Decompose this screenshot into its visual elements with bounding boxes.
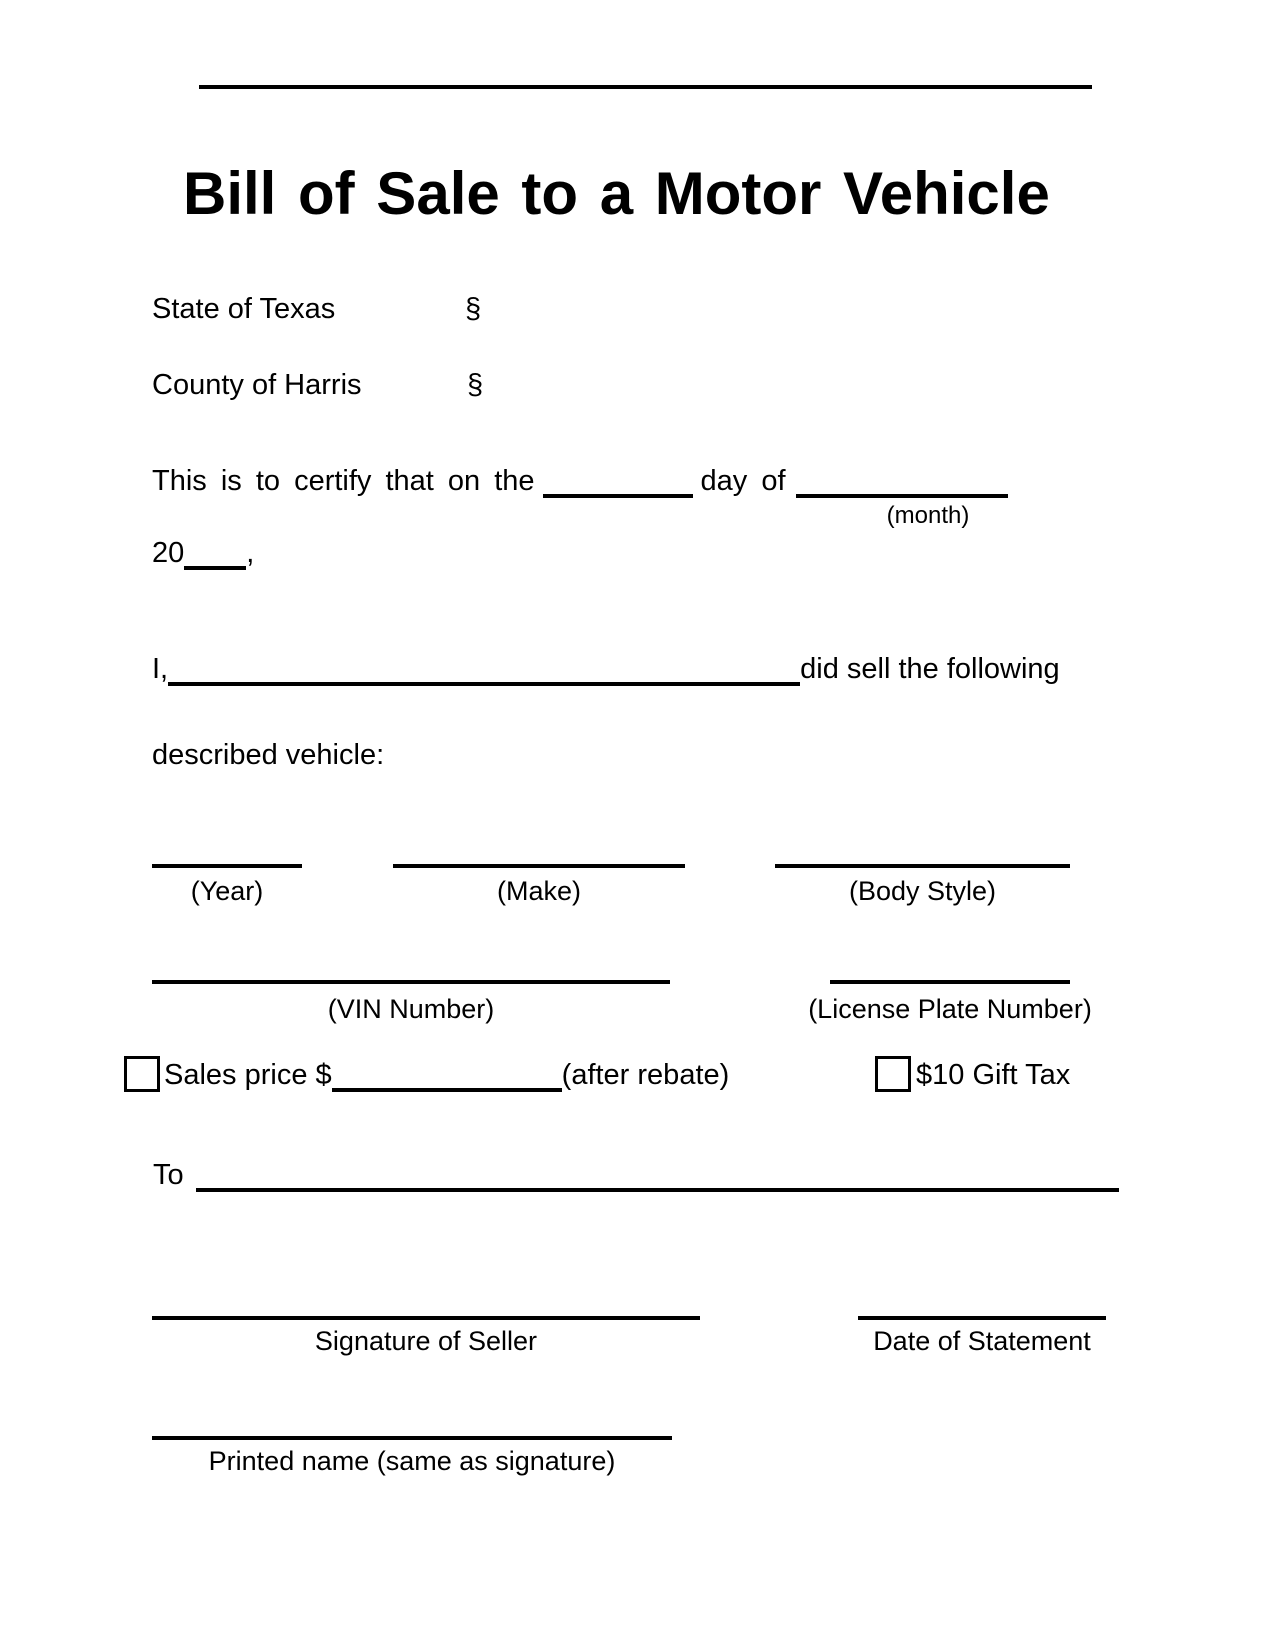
county-row <box>152 368 572 402</box>
buyer-to-label: To <box>153 1159 184 1191</box>
seller-suffix-text: did sell the following <box>800 653 1060 685</box>
gift-tax-label: $10 Gift Tax <box>916 1059 1071 1091</box>
sales-price-option <box>124 1056 729 1092</box>
year-field-group <box>152 864 302 907</box>
year-suffix-text: , <box>246 537 255 569</box>
seller-prefix-text: I, <box>152 653 169 685</box>
seller-signature-caption: Signature of Seller <box>314 1326 538 1356</box>
gift-tax-checkbox[interactable] <box>875 1056 911 1092</box>
state-label: State of Texas <box>152 293 336 325</box>
year-prefix-text: 20 <box>152 537 185 569</box>
after-rebate-label: (after rebate) <box>561 1059 730 1091</box>
state-row <box>152 292 572 326</box>
sales-price-checkbox[interactable] <box>124 1056 160 1092</box>
vin-caption: (VIN Number) <box>327 994 495 1024</box>
body-style-caption: (Body Style) <box>848 876 997 906</box>
vin-field-group <box>152 980 670 1025</box>
vin-line-field[interactable] <box>152 980 670 984</box>
year-row <box>152 536 254 570</box>
month-blank-field[interactable] <box>796 484 1008 498</box>
certify-mid-text: day of <box>700 465 786 497</box>
county-label: County of Harris <box>152 369 362 401</box>
described-vehicle-text: described vehicle: <box>152 739 385 771</box>
state-section-symbol: § <box>465 293 482 325</box>
county-section-symbol: § <box>467 369 484 401</box>
body-style-field-group <box>775 864 1070 907</box>
make-caption: (Make) <box>496 876 581 906</box>
printed-name-caption: Printed name (same as signature) <box>208 1446 616 1476</box>
buyer-row <box>153 1158 1119 1192</box>
day-blank-field[interactable] <box>543 484 693 498</box>
date-of-statement-caption: Date of Statement <box>873 1326 1091 1356</box>
seller-signature-group <box>152 1316 700 1357</box>
sales-price-blank-field[interactable] <box>332 1078 562 1092</box>
year-blank-field[interactable] <box>184 556 246 570</box>
month-caption: (month) <box>886 502 970 529</box>
printed-name-line-field[interactable] <box>152 1436 672 1440</box>
certify-row <box>152 464 1008 498</box>
plate-field-group <box>808 980 1092 1025</box>
gift-tax-option <box>875 1056 1070 1092</box>
date-of-statement-group <box>858 1316 1106 1357</box>
year-line-field[interactable] <box>152 864 302 868</box>
page-title: Bill of Sale to a Motor Vehicle <box>183 160 1050 227</box>
seller-name-blank-field[interactable] <box>168 672 800 686</box>
sales-price-label: Sales price $ <box>164 1059 332 1091</box>
plate-caption: (License Plate Number) <box>808 994 1092 1024</box>
seller-signature-line-field[interactable] <box>152 1316 700 1320</box>
year-caption: (Year) <box>190 876 264 906</box>
printed-name-group <box>152 1436 672 1477</box>
body-style-line-field[interactable] <box>775 864 1070 868</box>
plate-line-field[interactable] <box>830 980 1070 984</box>
date-line-field[interactable] <box>858 1316 1106 1320</box>
certify-lead-text: This is to certify that on the <box>152 465 535 497</box>
make-line-field[interactable] <box>393 864 685 868</box>
seller-row <box>152 652 1060 686</box>
buyer-blank-field[interactable] <box>196 1178 1119 1192</box>
make-field-group <box>393 864 685 907</box>
top-rule <box>199 85 1092 89</box>
